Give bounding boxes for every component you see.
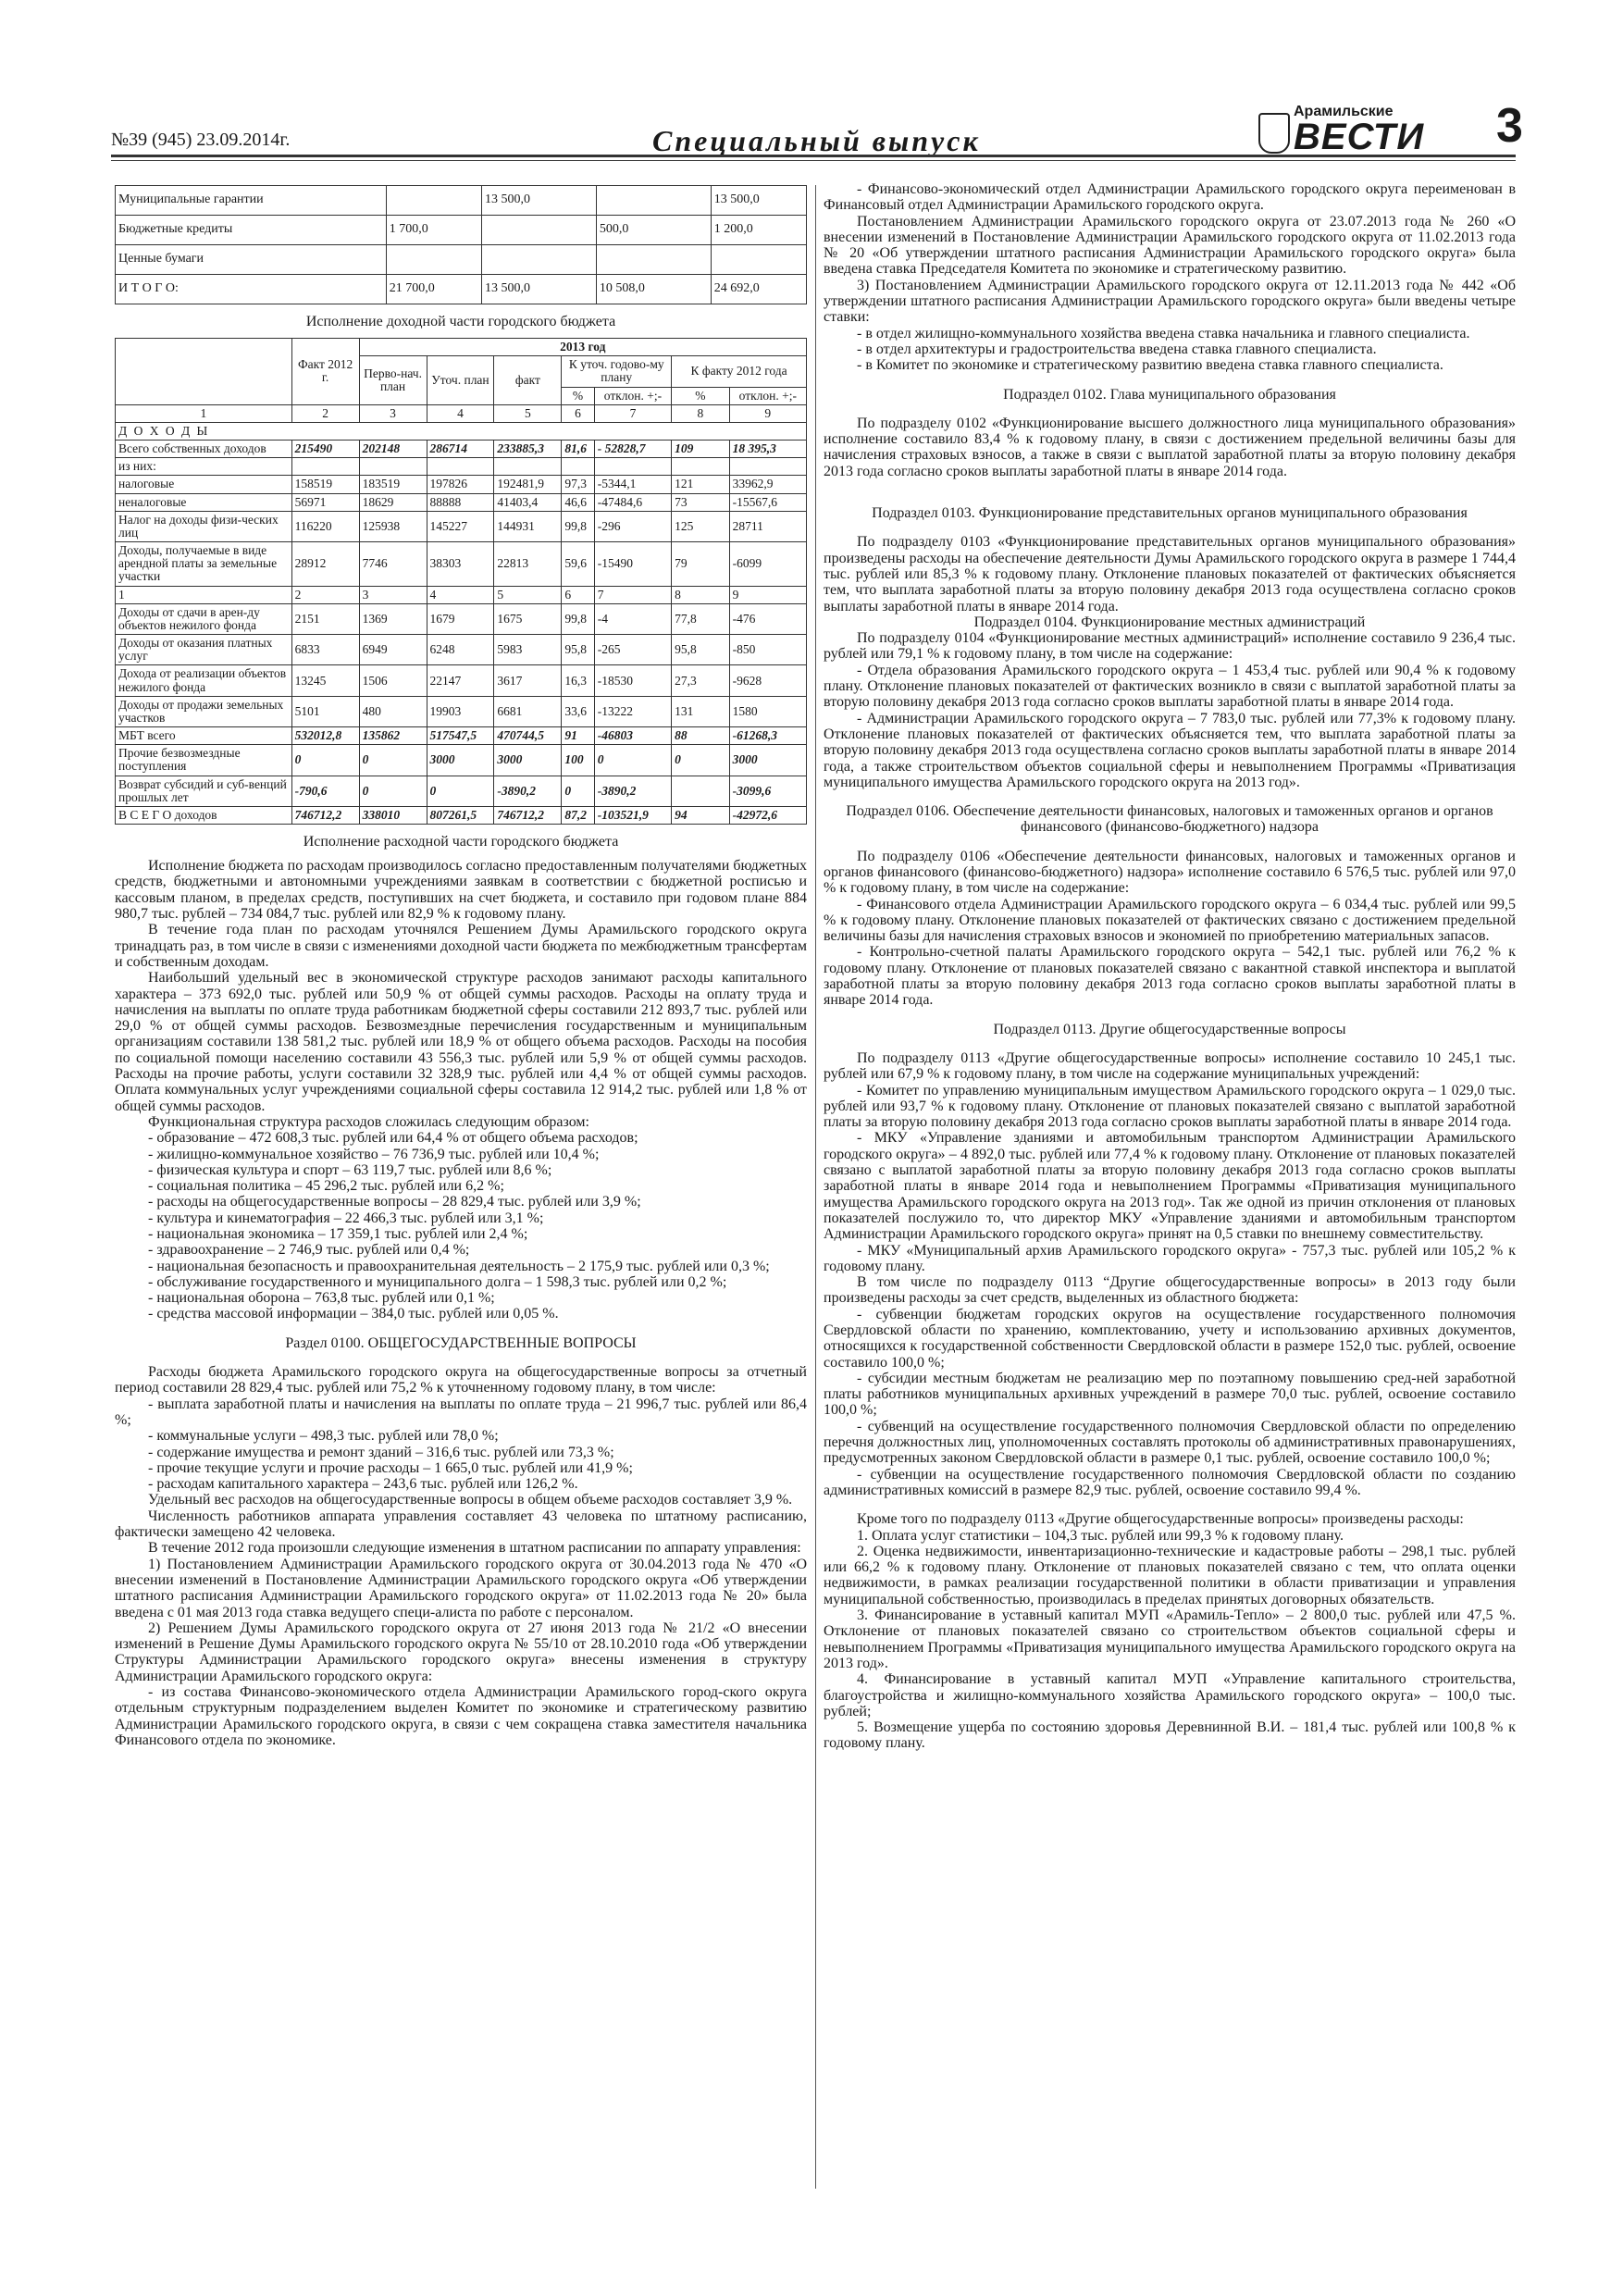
table-cell: 18629: [359, 493, 427, 511]
paragraph: - Администрации Арамильского городского округа – 7 783,0 тыс. рублей или 77,3% к годовому плану. Отклонение плановых показателей от фактических объясняется тем, что выплата заработной платы за вторую половину декабря 2013 года осуществлена согласно сроков выплаты заработной платы в январе 2014 года, а также строительством объектов социальной сферы и невыполнением Программы «Приватизация муниципального имущества Арамильского городского округа на 2013 год».: [824, 710, 1516, 790]
table-row: [116, 542, 807, 587]
table-cell: 1675: [494, 603, 562, 634]
table-cell: 88: [672, 727, 730, 745]
table-cell: 517547,5: [427, 727, 494, 745]
subsection-0102-text: По подразделу 0102 «Функционирование высшего должностного лица муниципального образования» исполнение составило 83,4 % к годовому плану, в связи с достижением предельной величины базы для начисления страховых взносов, а также в связи с выплатой заработной платы за вторую половину декабря 2013 года согласно сроков выплаты заработной платы в январе 2014 года.: [824, 415, 1516, 479]
paragraph: - Комитет по управлению муниципальным имуществом Арамильского городского округа – 1 029,0 тыс. рублей или 93,7 % к годовому плану. Отклонение от плановых показателей связано с выплатой заработной платы за вторую половину декабря 2013 года согласно сроков выплаты заработной платы в январе 2014 года.: [824, 1082, 1516, 1131]
paragraph: По подразделу 0113 «Другие общегосударственные вопросы» исполнение составило 10 245,1 тыс. рублей или 67,9 % к годовому плану, в том числе на содержание муниципальных учреждений:: [824, 1049, 1516, 1083]
column-separator: [815, 185, 816, 2189]
table-cell: -296: [594, 511, 671, 541]
table-cell: -3890,2: [494, 776, 562, 806]
section-0100-heading: Раздел 0100. ОБЩЕГОСУДАРСТВЕННЫЕ ВОПРОСЫ: [285, 1334, 637, 1351]
paragraph: Расходы бюджета Арамильского городского округа на общегосударственные вопросы за отчетный период составили 28 829,4 тыс. рублей или 75,2 % к уточненному годовому плану, в том числе:: [115, 1364, 807, 1396]
table-cell: [359, 458, 427, 476]
paragraph: - расходам капитального характера – 243,6 тыс. рублей или 126,2 %.: [148, 1476, 578, 1493]
table-cell: -3099,6: [729, 776, 806, 806]
table-cell: 28912: [291, 542, 359, 587]
row-label: Доходы, получаемые в виде арендной платы за земельные участки: [116, 542, 292, 587]
table-cell: 81,6: [562, 441, 594, 458]
table-cell: 746712,2: [494, 806, 562, 824]
row-label: из них:: [116, 458, 292, 476]
section-0100-text: [115, 1364, 807, 1748]
table-cell: 13 500,0: [711, 186, 806, 216]
table-cell: 233885,3: [494, 441, 562, 458]
table-cell: -47484,6: [594, 493, 671, 511]
paragraph: - МКУ «Управление зданиями и автомобильным транспортом Администрации Арамильского городского округа» – 4 892,0 тыс. рублей или 77,4 % к годовому плану. Отклонение от плановых показателей связано с выплатой заработной платы за вторую половину декабря 2013 года согласно сроков выплаты заработной платы в январе 2014 года и невыполнением Программы «Приватизация муниципального имущества Арамильского городского округа на 2013 год». Так же одной из причин отклонения от плановых показателей послужило то, что директор МКУ «Управление зданиями и автомобильным транспортом Администрации Арамильского городского округа» принят на 0,5 ставки по внешнему совместительству.: [824, 1130, 1516, 1243]
column-number: 9: [729, 404, 806, 422]
subsection-0106-text: [824, 849, 1516, 1009]
table-cell: 77,8: [672, 603, 730, 634]
row-label: Возврат субсидий и суб-венций прошлых лет: [116, 776, 292, 806]
paragraph: - жилищно-коммунальное хозяйство – 76 736,9 тыс. рублей или 10,4 %;: [148, 1146, 600, 1162]
paragraph: Кроме того по подразделу 0113 «Другие общегосударственные вопросы» произведены расходы:: [857, 1511, 1464, 1528]
table-cell: 109: [672, 441, 730, 458]
table-cell: 3000: [494, 745, 562, 776]
table-cell: 500,0: [596, 216, 711, 245]
table-cell: 183519: [359, 476, 427, 493]
table-cell: 24 692,0: [711, 275, 806, 304]
table-cell: -790,6: [291, 776, 359, 806]
table-row: [116, 186, 807, 216]
table-cell: -9628: [729, 665, 806, 696]
table-cell: 1 700,0: [386, 216, 481, 245]
table-cell: 470744,5: [494, 727, 562, 745]
row-label: неналоговые: [116, 493, 292, 511]
paragraph: 1. Оплата услуг статистики – 104,3 тыс. рублей или 99,3 % к годовому плану.: [857, 1527, 1344, 1544]
paragraph: - средства массовой информации – 384,0 тыс. рублей или 0,05 %.: [148, 1306, 559, 1322]
table-cell: 73: [672, 493, 730, 511]
table-cell: 46,6: [562, 493, 594, 511]
row-label: В С Е Г О доходов: [116, 806, 292, 824]
table-cell: 144931: [494, 511, 562, 541]
table-cell: 13 500,0: [481, 275, 596, 304]
paragraph: 1) Постановлением Администрации Арамильского городского округа от 30.04.2013 года № 470 «О внесении изменений в Постановление Администрации Арамильского городского округа «Об утверждении штатного расписания Администрации Арамильского городского округа» от 11.02.2013 года № 20» была введена с 01 мая 2013 года ставка ведущего специ-алиста по работе с персоналом.: [115, 1556, 807, 1620]
page-number: 3: [1496, 99, 1523, 153]
table-cell: 807261,5: [427, 806, 494, 824]
table-cell: Муниципальные гарантии: [116, 186, 387, 216]
paragraph: - в отдел архитектуры и градостроительства введена ставка главного специалиста.: [857, 341, 1377, 357]
table-cell: Бюджетные кредиты: [116, 216, 387, 245]
table-cell: 79: [672, 542, 730, 587]
table-row: [116, 665, 807, 696]
table-cell: 91: [562, 727, 594, 745]
table-cell: -46803: [594, 727, 671, 745]
header-updated-plan: Уточ. план: [427, 356, 494, 405]
table-cell: 100: [562, 745, 594, 776]
table-cell: [494, 458, 562, 476]
paragraph: - субвенции на осуществление государственного полномочия Свердловской области по созданию административных комиссий в размере 82,9 тыс. рублей, освоение составило 99,4 %.: [824, 1466, 1516, 1498]
paragraph: 5. Возмещение ущерба по состоянию здоровья Деревнинной В.И. – 181,4 тыс. рублей или 100,8 % к годовому плану.: [824, 1719, 1516, 1752]
table-row: [116, 245, 807, 275]
paragraph: Постановлением Администрации Арамильского городского округа от 23.07.2013 года № 260 «О внесении изменений в Постановление Администрации Арамильского городского округа от 11.02.2013 года № 20 «Об утверждении штатного расписания Администрации Арамильского городского округа» была введена ставка Председателя Комитета по экономике и стратегическому развитию.: [824, 213, 1516, 278]
table-cell: 8: [672, 586, 730, 603]
table-cell: 5: [494, 586, 562, 603]
subsection-0113-text: [824, 1050, 1516, 1498]
table-cell: 56971: [291, 493, 359, 511]
table-cell: 9: [729, 586, 806, 603]
subsection-0104-heading: Подраздел 0104. Функционирование местных администраций: [973, 614, 1366, 630]
column-number: 2: [291, 404, 359, 422]
table-cell: 95,8: [672, 635, 730, 665]
table-cell: [594, 458, 671, 476]
column-number: 6: [562, 404, 594, 422]
table-cell: 0: [672, 745, 730, 776]
header-dev: отклон. +;-: [594, 387, 671, 404]
paragraph: - субсидии местным бюджетам не реализацию мер по поэтапному повышению сред-ней заработной платы работников муниципальных архивных учреждений в размере 70,0 тыс. рублей, освоение составило 100,0 %;: [824, 1370, 1516, 1419]
table-cell: - 52828,7: [594, 441, 671, 458]
column-number: 4: [427, 404, 494, 422]
paragraph: - коммунальные услуги – 498,3 тыс. рублей или 78,0 %;: [148, 1428, 499, 1445]
table-cell: 99,8: [562, 511, 594, 541]
table-cell: [427, 458, 494, 476]
table-row: [116, 511, 807, 541]
table-cell: [562, 458, 594, 476]
table-row: [116, 441, 807, 458]
row-label: МБТ всего: [116, 727, 292, 745]
table-cell: 0: [562, 776, 594, 806]
paragraph: В течение года план по расходам уточнялся Решением Думы Арамильского городского округа тринадцать раз, в том числе в связи с изменениями доходной части бюджета по межбюджетным трансфертам и собственным доходам.: [115, 922, 807, 970]
subsection-0104-text: [824, 630, 1516, 790]
header-year: 2013 год: [359, 339, 806, 356]
paragraph: - из состава Финансово-экономического отдела Администрации Арамильского город-ского округа отдельным структурным подразделением выделен Комитет по экономике и стратегическому развитию Администрации Арамильского городского округа, в связи с чем сокращена ставка заместителя начальника Финансового отдела по экономике.: [115, 1684, 807, 1748]
table-cell: [711, 245, 806, 275]
table-cell: 131: [672, 696, 730, 726]
paragraph: - здравоохранение – 2 746,9 тыс. рублей или 0,4 %;: [148, 1242, 470, 1259]
table-cell: 99,8: [562, 603, 594, 634]
paragraph: - национальная безопасность и правоохранительная деятельность – 2 175,9 тыс. рублей или 0,3 %;: [148, 1258, 770, 1274]
table-cell: 10 508,0: [596, 275, 711, 304]
staff-changes-text: [824, 181, 1516, 374]
subsection-0106-heading: Подраздел 0106. Обеспечение деятельности финансовых, налоговых и таможенных органов и органов финансового (финансово-бюджетного) надзора: [846, 803, 1493, 836]
table-cell: 286714: [427, 441, 494, 458]
table-cell: 41403,4: [494, 493, 562, 511]
table-cell: 7746: [359, 542, 427, 587]
table-cell: 202148: [359, 441, 427, 458]
paragraph: - социальная политика – 45 296,2 тыс. рублей или 6,2 %;: [148, 1178, 504, 1195]
paragraph: Наибольший удельный вес в экономической структуре расходов занимают расходы капитального характера – 373 692,0 тыс. рублей или 50,9 % от общей суммы расходов. Расходы на оплату труда и начисления на выплаты по оплате труда работникам бюджетной сферы составили 212 893,7 тыс. рублей или 29,0 % от общей суммы расходов. Безвозмездные перечисления государственным и муниципальным организациям составили 138 581,2 тыс. рублей или 18,9 % от общего объема расходов. Расходы на пособия по социальной помощи населению составили 43 556,3 тыс. рублей или 5,9 % от общей суммы расходов. Расходы на прочие работы, услуги составили 32 328,9 тыс. рублей или 4,4 % от общей суммы расходов. Оплата коммунальных услуг учреждениями социальной сферы составила 12 914,2 тыс. рублей или 1,8 % от общей суммы расходов.: [115, 970, 807, 1114]
row-label: Дохода от реализации объектов нежилого фонда: [116, 665, 292, 696]
table-row: [116, 476, 807, 493]
table-row: [116, 745, 807, 776]
table-cell: 33,6: [562, 696, 594, 726]
table-cell: 22813: [494, 542, 562, 587]
row-label: Всего собственных доходов: [116, 441, 292, 458]
paragraph: - Отдела образования Арамильского городского округа – 1 453,4 тыс. рублей или 90,4 % к годовому плану. Отклонение плановых показателей от фактических возникло в связи с выплатой заработной платы за вторую половину декабря 2013 года согласно сроков выплаты заработной платы в январе 2014 года.: [824, 662, 1516, 711]
table-cell: 1 200,0: [711, 216, 806, 245]
issue-title: Специальный выпуск: [652, 124, 981, 157]
table-cell: 13245: [291, 665, 359, 696]
table-cell: -42972,6: [729, 806, 806, 824]
column-number: 3: [359, 404, 427, 422]
table-cell: И Т О Г О:: [116, 275, 387, 304]
table-cell: 5983: [494, 635, 562, 665]
paragraph: - Финансового отдела Администрации Арамильского городского округа – 6 034,4 тыс. рублей или 99,5 % к годовому плану. Отклонение плановых показателей от фактических связано с достижением предельной величины базы для начисления страховых взносов и экономией по приобретению материальных запасов.: [824, 896, 1516, 945]
table-cell: 87,2: [562, 806, 594, 824]
paragraph: Исполнение бюджета по расходам производилось согласно предоставленным получателями бюджетных средств, бюджетными и автономными учреждениями заявкам в соответствии с бюджетной росписью и кассовым планом, в пределах средств, поступивших на счет бюджета, и составило при годовом плане 884 980,7 тыс. рублей – 734 084,7 тыс. рублей или 82,9 % к годовому плану.: [115, 858, 807, 923]
column-number: 8: [672, 404, 730, 422]
expense-caption: Исполнение расходной части городского бюджета: [303, 834, 619, 850]
table-cell: 121: [672, 476, 730, 493]
logo-main-text: ВЕСТИ: [1294, 117, 1425, 157]
paragraph: 3. Финансирование в уставный капитал МУП «Арамиль-Тепло» – 2 800,0 тыс. рублей или 47,5 %. Отклонение от плановых показателей связано со строительством объектов социальной сферы и невыполнением Программы «Приватизация муниципального имущества Арамильского городского округа на 2013 год».: [824, 1607, 1516, 1671]
table-cell: [291, 458, 359, 476]
newspaper-logo: [1257, 104, 1451, 157]
table-row: [116, 493, 807, 511]
guarantees-table: [115, 185, 807, 304]
paragraph: - субвенции бюджетам городских округов на осуществление государственного полномочия Свердловской области по хранению, комплектованию, учету и использованию архивных документов, относящихся к государственной собственности Свердловской области в размере 152,0 тыс. рублей, освоение составило 100,0 %;: [824, 1306, 1516, 1371]
table-cell: 3: [359, 586, 427, 603]
table-cell: -15490: [594, 542, 671, 587]
table-cell: 0: [359, 776, 427, 806]
table-cell: -6099: [729, 542, 806, 587]
paragraph: - физическая культура и спорт – 63 119,7 тыс. рублей или 8,6 %;: [148, 1161, 552, 1178]
table-cell: 21 700,0: [386, 275, 481, 304]
table-row: [116, 458, 807, 476]
table-cell: 16,3: [562, 665, 594, 696]
paragraph: - Контрольно-счетной палаты Арамильского городского округа – 542,1 тыс. рублей или 76,2 % к годовому плану. Отклонение от плановых показателей связано с вакантной ставкой инспектора и выплатой заработной платы за вторую половину декабря 2013 года согласно сроков выплаты заработной платы в январе 2014 года.: [824, 944, 1516, 1009]
table-cell: [596, 245, 711, 275]
header-blank: [116, 339, 292, 405]
logo-top-text: Арамильские: [1294, 104, 1394, 119]
table-cell: 125938: [359, 511, 427, 541]
table-cell: 6681: [494, 696, 562, 726]
table-cell: 116220: [291, 511, 359, 541]
table-cell: 5101: [291, 696, 359, 726]
table-cell: -265: [594, 635, 671, 665]
table-cell: [729, 458, 806, 476]
table-cell: -5344,1: [594, 476, 671, 493]
header-vs-fact: К факту 2012 года: [672, 356, 807, 387]
table-cell: -476: [729, 603, 806, 634]
table-cell: 7: [594, 586, 671, 603]
paragraph: Удельный вес расходов на общегосударственные вопросы в общем объеме расходов составляет 3,9 %.: [148, 1492, 793, 1508]
paragraph: - в отдел жилищно-коммунального хозяйства введена ставка начальника и главного специалиста.: [857, 325, 1470, 341]
row-label: Доходы от сдачи в арен-ду объектов нежилого фонда: [116, 603, 292, 634]
table-cell: 6949: [359, 635, 427, 665]
header-fact2012: Факт 2012 г.: [291, 339, 359, 405]
header-rule-thin: [111, 160, 1516, 161]
paragraph: 3) Постановлением Администрации Арамильского городского округа от 12.11.2013 года № 442 «Об утверждении штатного расписания Администрации Арамильского городского округа» были введены четыре ставки:: [824, 277, 1516, 326]
table-row: [116, 603, 807, 634]
subsection-0103-heading: Подраздел 0103. Функционирование представительных органов муниципального образования: [872, 505, 1468, 522]
coat-of-arms-icon: [1258, 113, 1290, 154]
table-cell: 4: [427, 586, 494, 603]
table-cell: [672, 776, 730, 806]
row-label: Доходы от оказания платных услуг: [116, 635, 292, 665]
table-cell: 746712,2: [291, 806, 359, 824]
table-cell: 1580: [729, 696, 806, 726]
table-cell: -4: [594, 603, 671, 634]
table-cell: -850: [729, 635, 806, 665]
table-cell: -15567,6: [729, 493, 806, 511]
table-cell: 22147: [427, 665, 494, 696]
table-cell: 532012,8: [291, 727, 359, 745]
table-cell: 2151: [291, 603, 359, 634]
row-label: Налог на доходы физи-ческих лиц: [116, 511, 292, 541]
left-column: [115, 185, 807, 1748]
header-initial-plan: Перво-нач. план: [359, 356, 427, 405]
paragraph: 2. Оценка недвижимости, инвентаризационно-технические и кадастровые работы – 298,1 тыс. рублей или 66,2 % к годовому плану. Отклонение от плановых показателей связано с тем, что оплата оценки недвижимости, в рамках реализации государственной политики в области приватизации и управления муниципальной собственностью, производилась в пределах принятых договорных обязательств.: [824, 1543, 1516, 1607]
subsection-0113-heading: Подраздел 0113. Другие общегосударственные вопросы: [993, 1021, 1346, 1037]
header-fact: факт: [494, 356, 562, 405]
subsection-0113-extra-text: [824, 1511, 1516, 1751]
table-cell: 28711: [729, 511, 806, 541]
table-cell: -61268,3: [729, 727, 806, 745]
paragraph: - МКУ «Муниципальный архив Арамильского городского округа» - 757,3 тыс. рублей или 105,2 % к годовому плану.: [824, 1242, 1516, 1274]
paragraph: - прочие текущие услуги и прочие расходы – 1 665,0 тыс. рублей или 41,9 %;: [148, 1459, 633, 1476]
paragraph: По подразделу 0104 «Функционирование местных администраций» исполнение составило 9 236,4 тыс. рублей или 79,1 % к годовому плану, в том числе на содержание:: [824, 630, 1516, 663]
table-cell: 97,3: [562, 476, 594, 493]
table-row: [116, 806, 807, 824]
page-header: [111, 99, 1523, 159]
table-cell: [386, 245, 481, 275]
column-number: 7: [594, 404, 671, 422]
row-label: 1: [116, 586, 292, 603]
paragraph: - обслуживание государственного и муниципального долга – 1 598,3 тыс. рублей или 0,2 %;: [148, 1273, 727, 1290]
table-cell: 33962,9: [729, 476, 806, 493]
paragraph: - содержание имущества и ремонт зданий – 316,6 тыс. рублей или 73,3 %;: [148, 1444, 614, 1460]
table-cell: 95,8: [562, 635, 594, 665]
table-cell: [672, 458, 730, 476]
paragraph: - национальная оборона – 763,8 тыс. рублей или 0,1 %;: [148, 1290, 495, 1307]
table-cell: 38303: [427, 542, 494, 587]
right-column: [824, 181, 1516, 1752]
table-cell: 0: [359, 745, 427, 776]
column-number: 5: [494, 404, 562, 422]
table-cell: 59,6: [562, 542, 594, 587]
table-cell: -18530: [594, 665, 671, 696]
table-cell: 6: [562, 586, 594, 603]
row-label: налоговые: [116, 476, 292, 493]
table-cell: 0: [291, 745, 359, 776]
header-rule: [111, 155, 1516, 157]
column-number: 1: [116, 404, 292, 422]
table-cell: 192481,9: [494, 476, 562, 493]
header-vs-plan: К уточ. годово-му плану: [562, 356, 672, 387]
paragraph: - субвенций на осуществление государственного полномочия Свердловской области по определению перечня должностных лиц, уполномоченных составлять протоколы об административных правонарушениях, предусмотренных законом Свердловской области в размере 0,1 тыс. рублей, освоение составило 100,0 %;: [824, 1418, 1516, 1467]
table-cell: 19903: [427, 696, 494, 726]
paragraph: Функциональная структура расходов сложилась следующим образом:: [148, 1113, 589, 1130]
table-row: [116, 586, 807, 603]
table-cell: 215490: [291, 441, 359, 458]
table-cell: 3617: [494, 665, 562, 696]
row-label: Доходы от продажи земельных участков: [116, 696, 292, 726]
table-cell: 6248: [427, 635, 494, 665]
income-caption: Исполнение доходной части городского бюджета: [305, 314, 616, 329]
header-dev2: отклон. +;-: [729, 387, 806, 404]
table-cell: [596, 186, 711, 216]
table-cell: 1506: [359, 665, 427, 696]
table-cell: 13 500,0: [481, 186, 596, 216]
table-row: [116, 727, 807, 745]
issue-info: №39 (945) 23.09.2014г.: [111, 130, 291, 150]
paragraph: В течение 2012 года произошли следующие изменения в штатном расписании по аппарату управления:: [148, 1540, 801, 1557]
header-pct: %: [562, 387, 594, 404]
subsection-0102-heading: Подраздел 0102. Глава муниципального образования: [1003, 386, 1336, 403]
table-cell: 135862: [359, 727, 427, 745]
paragraph: - расходы на общегосударственные вопросы – 28 829,4 тыс. рублей или 3,9 %;: [148, 1194, 641, 1210]
section-income: Д О Х О Д Ы: [116, 422, 807, 440]
subsection-0103-text: По подразделу 0103 «Функционирование представительных органов муниципального образования» произведены расходы на обеспечение деятельности Думы Арамильского городского округа в размере 1 744,4 тыс. рублей или 85,3 % к годовому плану. Отклонение плановых показателей от фактических объясняется тем, что выплата заработной платы за вторую половину декабря 2013 года осуществлена согласно сроков выплаты заработной платы в январе 2014 года.: [824, 534, 1516, 614]
table-cell: 197826: [427, 476, 494, 493]
table-cell: -3890,2: [594, 776, 671, 806]
table-row: [116, 696, 807, 726]
table-cell: 0: [594, 745, 671, 776]
paragraph: В том числе по подразделу 0113 “Другие общегосударственные вопросы» в 2013 году были произведены расходы за счет средств, выделенных из областного бюджета:: [824, 1274, 1516, 1307]
paragraph: - в Комитет по экономике и стратегическому развитию введена ставка главного специалиста.: [857, 357, 1443, 374]
income-table: [115, 338, 807, 825]
table-cell: 6833: [291, 635, 359, 665]
table-cell: -103521,9: [594, 806, 671, 824]
table-cell: 3000: [427, 745, 494, 776]
table-cell: -13222: [594, 696, 671, 726]
expense-text: [115, 858, 807, 1322]
table-row: [116, 275, 807, 304]
table-cell: 2: [291, 586, 359, 603]
table-cell: 125: [672, 511, 730, 541]
paragraph: - культура и кинематография – 22 466,3 тыс. рублей или 3,1 %;: [148, 1210, 544, 1226]
table-cell: 158519: [291, 476, 359, 493]
table-cell: [386, 186, 481, 216]
table-cell: 88888: [427, 493, 494, 511]
table-cell: 338010: [359, 806, 427, 824]
paragraph: - национальная экономика – 17 359,1 тыс. рублей или 2,4 %;: [148, 1225, 528, 1242]
table-row: [116, 635, 807, 665]
paragraph: - образование – 472 608,3 тыс. рублей или 64,4 % от общего объема расходов;: [148, 1130, 638, 1147]
table-cell: [481, 245, 596, 275]
table-cell: 94: [672, 806, 730, 824]
table-cell: 18 395,3: [729, 441, 806, 458]
table-cell: Ценные бумаги: [116, 245, 387, 275]
table-cell: 480: [359, 696, 427, 726]
header-pct2: %: [672, 387, 730, 404]
table-cell: 27,3: [672, 665, 730, 696]
table-row: [116, 776, 807, 806]
table-cell: 1369: [359, 603, 427, 634]
paragraph: 4. Финансирование в уставный капитал МУП «Управление капитального строительства, благоустройства и жилищно-коммунального хозяйства Арамильского городского округа» – 100,0 тыс. рублей;: [824, 1671, 1516, 1719]
table-cell: 145227: [427, 511, 494, 541]
table-cell: 1679: [427, 603, 494, 634]
table-cell: 0: [427, 776, 494, 806]
table-cell: 3000: [729, 745, 806, 776]
paragraph: По подразделу 0106 «Обеспечение деятельности финансовых, налоговых и таможенных органов и органов финансового (финансово-бюджетного) надзора» исполнение составило 6 576,5 тыс. рублей или 97,0 % к годовому плану, в том числе на содержание:: [824, 848, 1516, 897]
table-cell: [481, 216, 596, 245]
paragraph: - Финансово-экономический отдел Администрации Арамильского городского округа переименован в Финансовый отдел Администрации Арамильского городского округа.: [824, 181, 1516, 214]
row-label: Прочие безвозмездные поступления: [116, 745, 292, 776]
paragraph: Численность работников аппарата управления составляет 43 человека по штатному расписанию, фактически замещено 42 человека.: [115, 1508, 807, 1541]
paragraph: - выплата заработной платы и начисления на выплаты по оплате труда – 21 996,7 тыс. рублей или 86,4 %;: [115, 1396, 807, 1428]
table-row: [116, 216, 807, 245]
paragraph: 2) Решением Думы Арамильского городского округа от 27 июня 2013 года № 21/2 «О внесении изменений в Решение Думы Арамильского городского округа № 55/10 от 28.10.2010 года «Об утверждении Структуры Администрации Арамильского городского округа» внесены изменения в структуру Администрации Арамильского городского округа:: [115, 1620, 807, 1684]
